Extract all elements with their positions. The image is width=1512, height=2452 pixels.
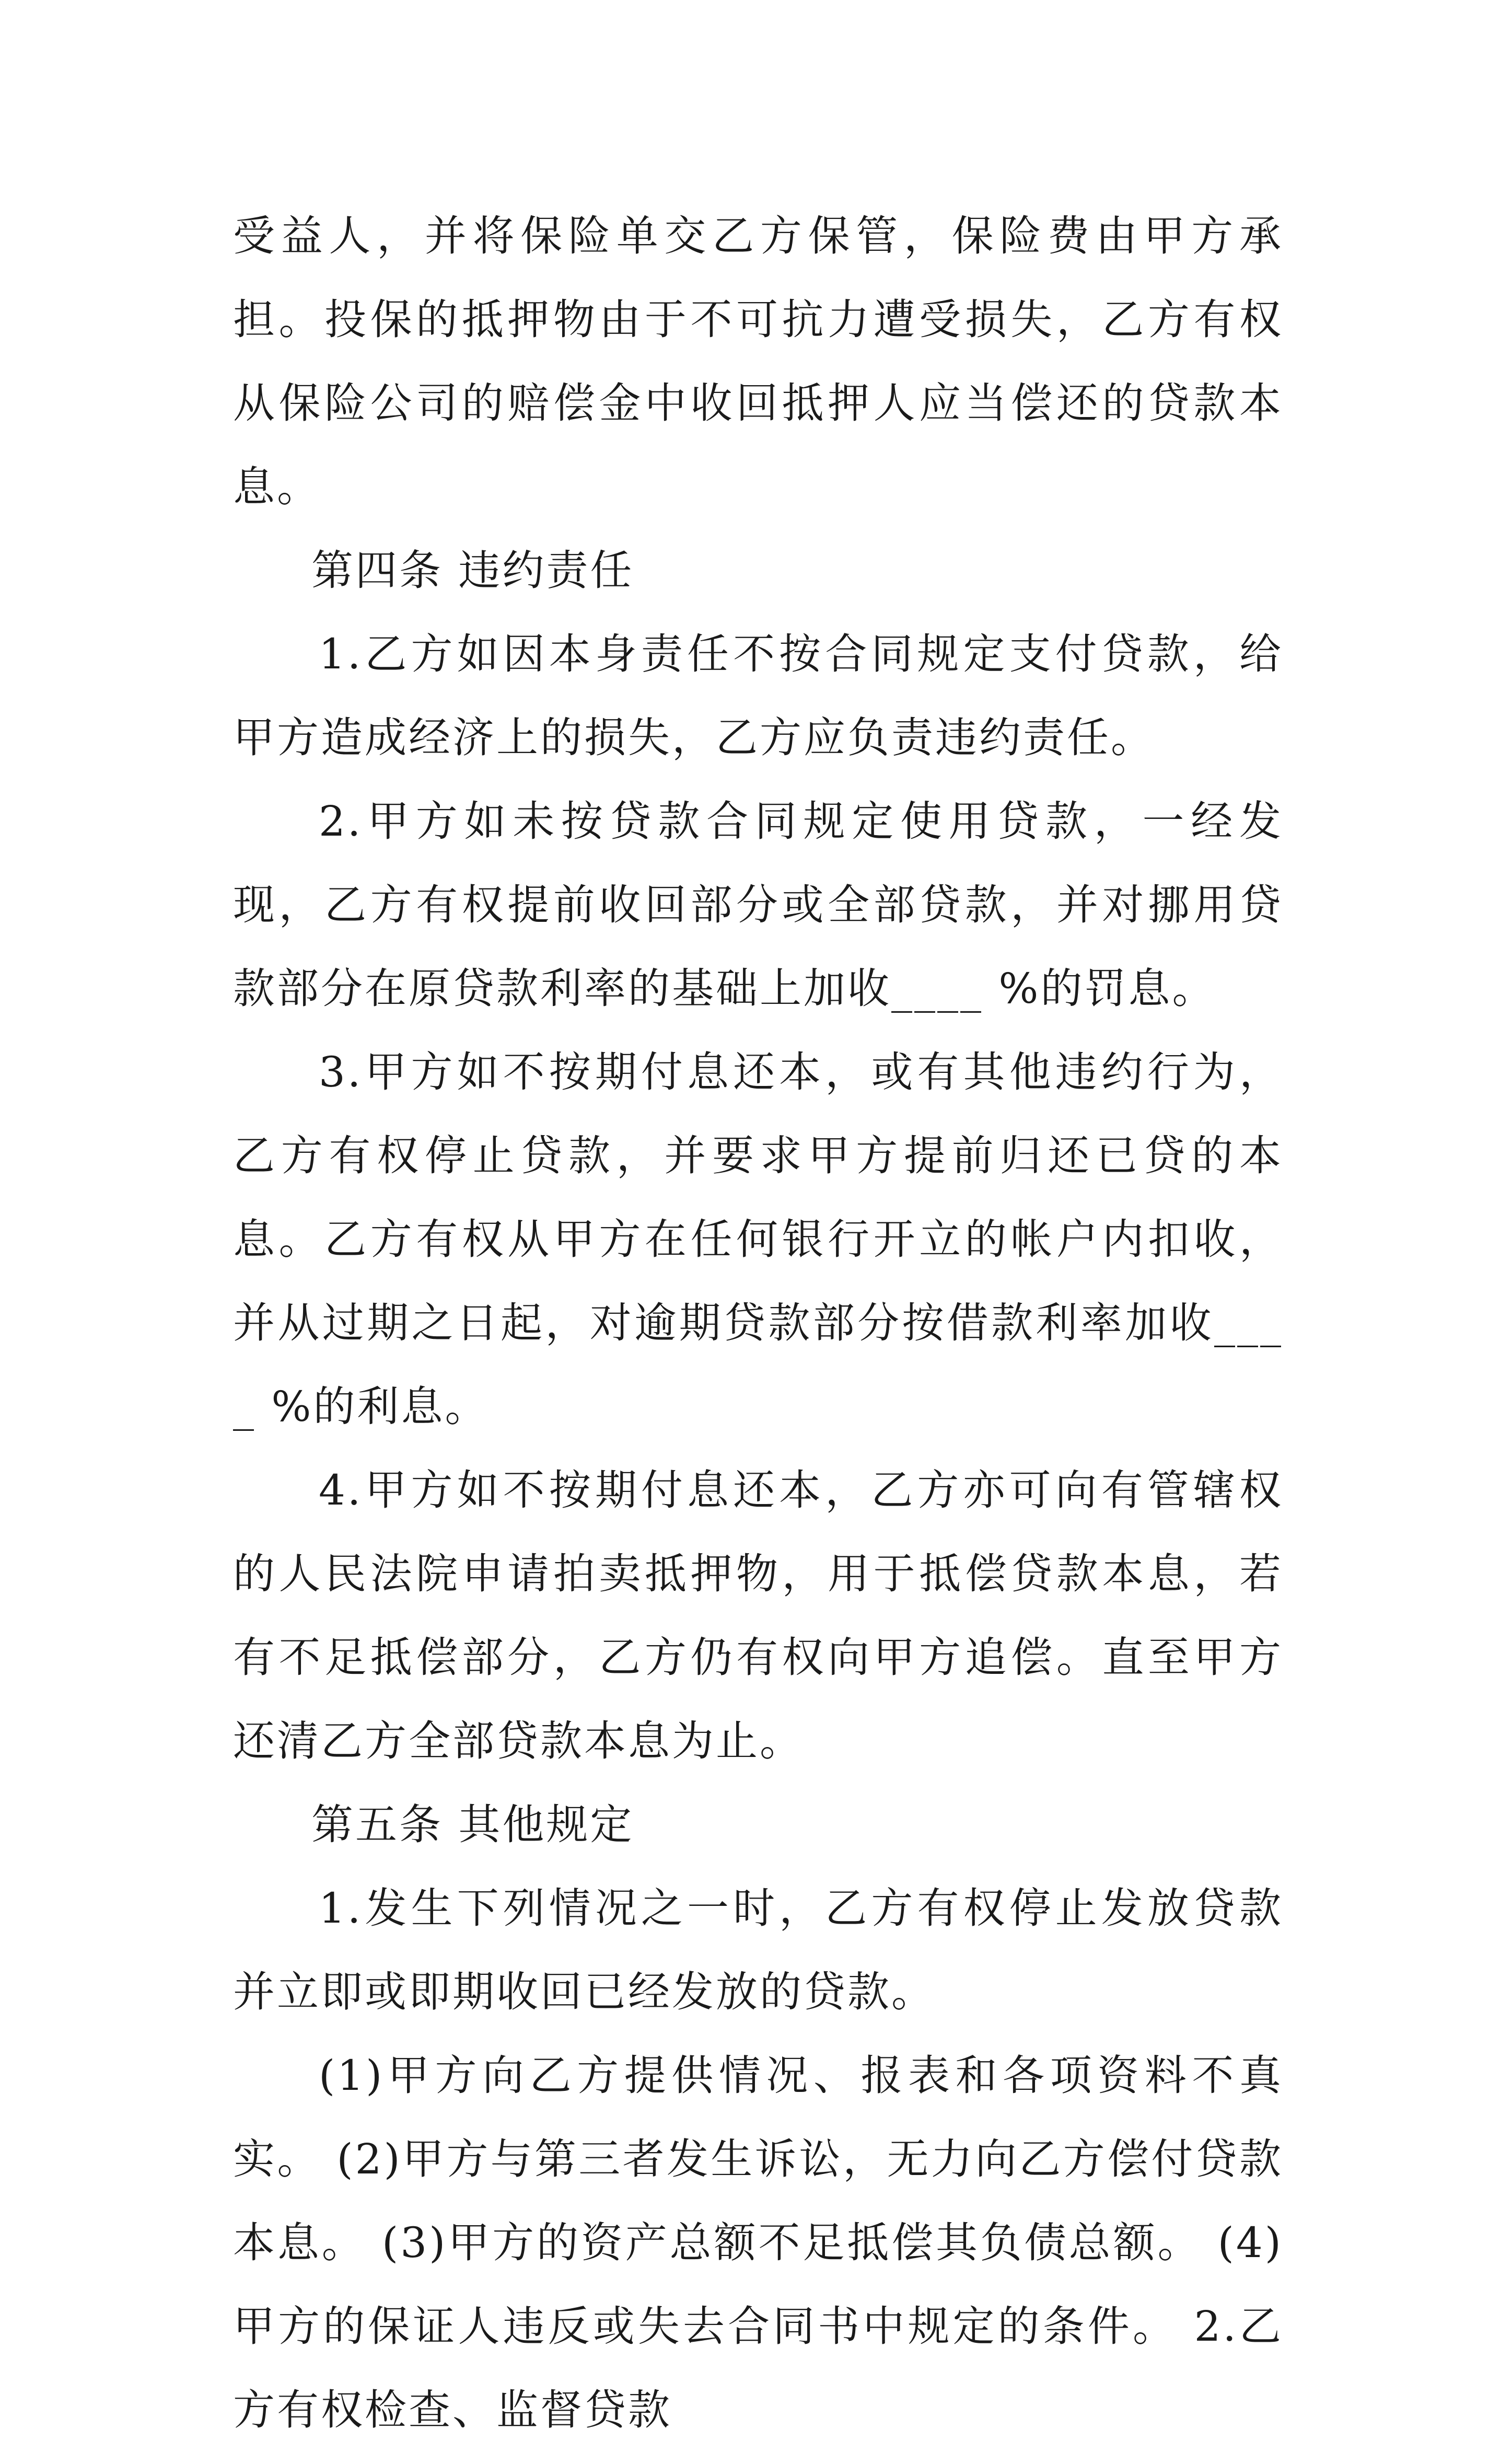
body-paragraph: (1)甲方向乙方提供情况、报表和各项资料不真实。 (2)甲方与第三者发生诉讼，无力向乙方偿付贷款本息。 (3)甲方的资产总额不足抵偿其负债总额。 (4)甲方的保证人违反或失去合同书中规定的条件。 2.乙方有权检查、监督贷款 [233, 2051, 1283, 2434]
body-paragraph: 4.甲方如不按期付息还本，乙方亦可向有管辖权的人民法院申请拍卖抵押物，用于抵偿贷款本息，若有不足抵偿部分，乙方仍有权向甲方追偿。直至甲方还清乙方全部贷款本息为止。 [233, 1466, 1283, 1765]
body-paragraph: 2.甲方如未按贷款合同规定使用贷款，一经发现，乙方有权提前收回部分或全部贷款，并对挪用贷款部分在原贷款利率的基础上加收____ %的罚息。 [233, 797, 1283, 1013]
document-body [233, 194, 1283, 2452]
body-paragraph: 1.发生下列情况之一时，乙方有权停止发放贷款并立即或即期收回已经发放的贷款。 [233, 1884, 1283, 2016]
body-paragraph: 1.乙方如因本身责任不按合同规定支付贷款，给甲方造成经济上的损失，乙方应负责违约责任。 [233, 630, 1283, 762]
section-heading-5: 第五条 其他规定 [311, 1800, 634, 1849]
section-heading-4: 第四条 违约责任 [311, 546, 634, 595]
body-paragraph: 受益人，并将保险单交乙方保管，保险费由甲方承担。投保的抵押物由于不可抗力遭受损失，乙方有权从保险公司的赔偿金中收回抵押人应当偿还的贷款本息。 [233, 212, 1283, 511]
body-paragraph: 3.甲方如不按期付息还本，或有其他违约行为，乙方有权停止贷款，并要求甲方提前归还已贷的本息。乙方有权从甲方在任何银行开立的帐户内扣收，并从过期之日起，对逾期贷款部分按借款利率加收____ %的利息。 [233, 1048, 1283, 1431]
